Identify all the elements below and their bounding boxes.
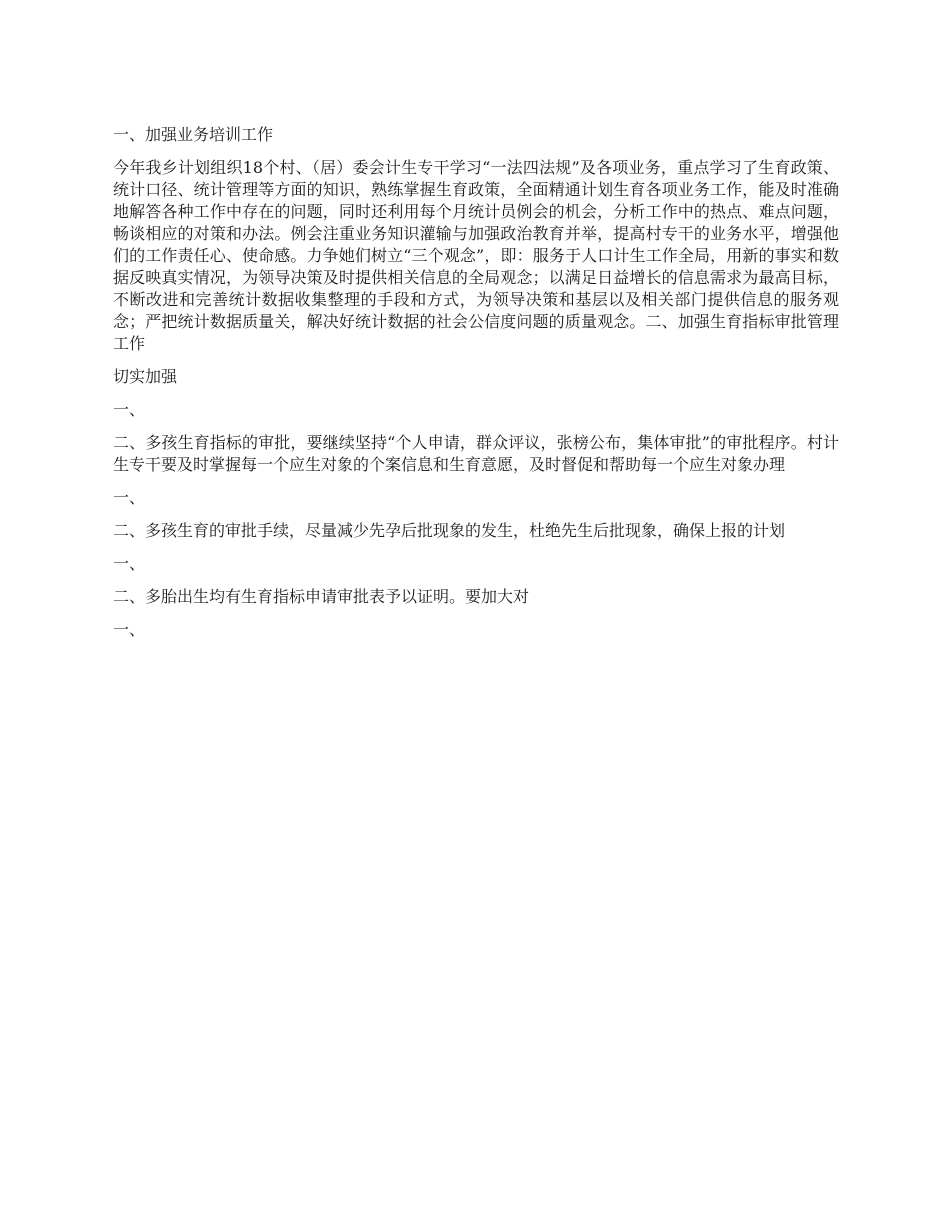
body-paragraph: 切实加强 [113,367,178,386]
body-paragraph: 二、多孩生育的审批手续，尽量减少先孕后批现象的发生，杜绝先生后批现象，确保上报的计划 [113,521,786,540]
body-paragraph: 今年我乡计划组织18个村、（居）委会计生专干学习“一法四法规”及各项业务，重点学习了生育政策、统计口径、统计管理等方面的知识，熟练掌握生育政策，全面精通计划生育各项业务工作，能及时准确地解答各种工作中存在的问题，同时还利用每个月统计员例会的机会，分析工作中的热点、难点问题，畅谈相应的对策和办法。例会注重业务知识灌输与加强政治教育并举，提高村专干的业务水平，增强他们的工作责任心、使命感。力争她们树立“三个观念”，即：服务于人口计生工作全局，用新的事实和数据反映真实情况，为领导决策及时提供相关信息的全局观念；以满足日益增长的信息需求为最高目标，不断改进和完善统计数据收集整理的手段和方式，为领导决策和基层以及相关部门提供信息的服务观念；严把统计数据质量关，解决好统计数据的社会公信度问题的质量观念。二、加强生育指标审批管理工作 [113,158,839,353]
list-marker-paragraph: 一、 [113,400,146,419]
list-marker-paragraph: 一、 [113,554,146,573]
list-marker-paragraph: 一、 [113,488,146,507]
body-paragraph: 二、多胎出生均有生育指标申请审批表予以证明。要加大对 [113,587,530,606]
body-paragraph: 二、多孩生育指标的审批，要继续坚持“个人申请，群众评议，张榜公布，集体审批”的审批程序。村计生专干要及时掌握每一个应生对象的个案信息和生育意愿，及时督促和帮助每一个应生对象办理 [113,433,839,474]
document-page [113,124,839,652]
section-heading: 一、加强业务培训工作 [113,125,274,144]
list-marker-paragraph: 一、 [113,620,146,639]
